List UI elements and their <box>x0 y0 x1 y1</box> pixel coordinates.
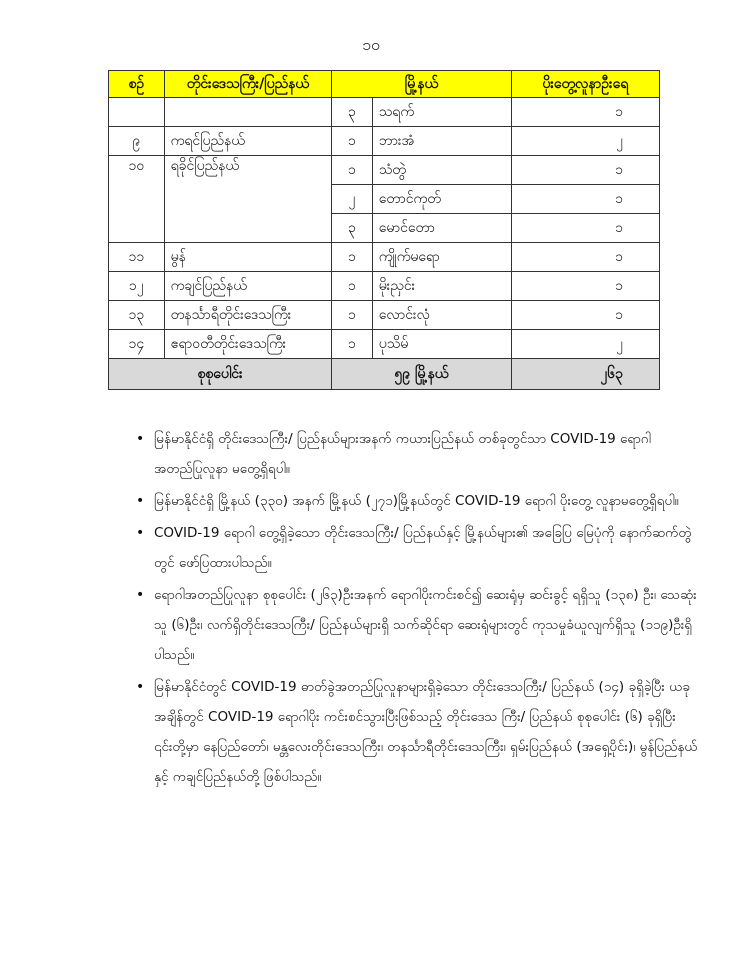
cell-no: ၁၀ <box>109 156 165 243</box>
bullet-icon: • <box>136 587 145 603</box>
cell-township: သရက် <box>372 98 511 127</box>
note-item <box>138 518 698 578</box>
cell-count: ၁ <box>511 156 659 185</box>
note-text: ရောဂါအတည်ပြုလူနာ စုစုပေါင်း (၂၆၃)ဦးအနက် ရောဂါပိုးကင်းစင်၍ ဆေးရုံမှ ဆင်းခွင့် ရရှိသူ (၁၃၈) ဦး၊ သေဆုံးသူ (၆)ဦး၊ လက်ရှိတိုင်းဒေသကြီး/ ပြည်နယ်များရှိ သက်ဆိုင်ရာ ဆေးရုံများတွင် ကုသမှုခံယူလျက်ရှိသူ (၁၁၉)ဦးရှိပါသည်။ <box>154 587 697 663</box>
cell-region: ကချင်ပြည်နယ် <box>164 272 332 301</box>
total-label: စုစုပေါင်း <box>109 359 332 390</box>
table-row <box>109 98 660 127</box>
cell-count: ၁ <box>511 301 659 330</box>
cell-count: ၁ <box>511 185 659 214</box>
note-item <box>138 486 698 516</box>
total-townships: ၅၉ မြို့နယ် <box>332 359 511 390</box>
cell-township: ကျိုက်မရော <box>372 243 511 272</box>
table-total-row <box>109 359 660 390</box>
cell-township: ဘားအံ <box>372 127 511 156</box>
cell-region: ရခိုင်ပြည်နယ် <box>164 156 332 243</box>
cell-township-no: ၂ <box>332 185 373 214</box>
cell-no: ၁၂ <box>109 272 165 301</box>
page-number: ၁၀ <box>362 35 380 54</box>
cell-count: ၂ <box>511 127 659 156</box>
table-body <box>109 98 660 359</box>
cell-township-no: ၁ <box>332 301 373 330</box>
cell-region: မွန် <box>164 243 332 272</box>
cell-region: တနင်္သာရီတိုင်းဒေသကြီး <box>164 301 332 330</box>
table-header-row <box>109 71 660 98</box>
header-count: ပိုးတွေ့လူနာဦးရေ <box>511 71 659 98</box>
cell-township: မောင်တော <box>372 214 511 243</box>
table-row <box>109 127 660 156</box>
bullet-icon: • <box>136 525 145 541</box>
cell-township-no: ၁ <box>332 243 373 272</box>
header-region: တိုင်းဒေသကြီး/ပြည်နယ် <box>164 71 332 98</box>
cell-township-no: ၁ <box>332 127 373 156</box>
note-item <box>138 672 698 792</box>
cell-region <box>164 98 332 127</box>
cell-no <box>109 98 165 127</box>
cell-region: ကရင်ပြည်နယ် <box>164 127 332 156</box>
cell-township-no: ၁ <box>332 156 373 185</box>
table-row <box>109 330 660 359</box>
cell-township-no: ၃ <box>332 214 373 243</box>
cell-township-no: ၃ <box>332 98 373 127</box>
cell-township: လောင်းလုံ <box>372 301 511 330</box>
note-text: မြန်မာနိုင်ငံရှိ မြို့နယ် (၃၃၀) အနက် မြို့နယ် (၂၇၁)မြို့နယ်တွင် COVID-19 ရောဂါ ပိုးတွေ့ လူနာမတွေ့ရှိရပါ။ <box>154 493 679 509</box>
note-item <box>138 580 698 670</box>
cell-count: ၁ <box>511 98 659 127</box>
total-count: ၂၆၃ <box>511 359 659 390</box>
header-township: မြို့နယ် <box>332 71 511 98</box>
table-row <box>109 272 660 301</box>
cell-township: တောင်ကုတ် <box>372 185 511 214</box>
cell-township: သံတွဲ <box>372 156 511 185</box>
note-item <box>138 424 698 484</box>
cell-no: ၁၄ <box>109 330 165 359</box>
cell-no: ၁၁ <box>109 243 165 272</box>
cell-no: ၁၃ <box>109 301 165 330</box>
note-text: မြန်မာနိုင်ငံတွင် COVID-19 ဓာတ်ခွဲအတည်ပြုလူနာများရှိခဲ့သော တိုင်းဒေသကြီး/ ပြည်နယ် (၁၄) ခုရှိခဲ့ပြီး ယခုအချိန်တွင် COVID-19 ရောဂါပိုး ကင်းစင်သွားပြီးဖြစ်သည့် တိုင်းဒေသ ကြီး/ ပြည်နယ် စုစုပေါင်း (၆) ခုရှိပြီး ၎င်းတို့မှာ နေပြည်တော်၊ မန္တလေးတိုင်းဒေသကြီး၊ တနင်္သာရီတိုင်းဒေသကြီး၊ ရှမ်းပြည်နယ် (အရှေ့ပိုင်း)၊ မွန်ပြည်နယ်နှင့် ကချင်ပြည်နယ်တို့ ဖြစ်ပါသည်။ <box>154 679 698 785</box>
cell-count: ၁ <box>511 243 659 272</box>
township-cases-table <box>108 70 660 390</box>
bullet-icon: • <box>136 431 145 447</box>
cell-township: မိုးညှင်း <box>372 272 511 301</box>
cell-township: ပုသိမ် <box>372 330 511 359</box>
cell-count: ၂ <box>511 330 659 359</box>
table-row <box>109 301 660 330</box>
cell-count: ၁ <box>511 214 659 243</box>
cell-region: ဧရာဝတီတိုင်းဒေသကြီး <box>164 330 332 359</box>
cell-township-no: ၁ <box>332 272 373 301</box>
note-text: COVID-19 ရောဂါ တွေ့ရှိခဲ့သော တိုင်းဒေသကြီး/ ပြည်နယ်နှင့် မြို့နယ်များ၏ အခြေပြ မြေပုံကို နောက်ဆက်တွဲတွင် ဖော်ပြထားပါသည်။ <box>154 525 692 571</box>
header-no: စဉ် <box>109 71 165 98</box>
note-text: မြန်မာနိုင်ငံရှိ တိုင်းဒေသကြီး/ ပြည်နယ်များအနက် ကယားပြည်နယ် တစ်ခုတွင်သာ COVID-19 ရောဂါ အတည်ပြုလူနာ မတွေ့ရှိရပါ။ <box>154 431 651 477</box>
table-row <box>109 156 660 185</box>
cell-no: ၉ <box>109 127 165 156</box>
cell-township-no: ၁ <box>332 330 373 359</box>
table-row <box>109 243 660 272</box>
notes-list <box>138 424 698 794</box>
bullet-icon: • <box>136 679 145 695</box>
cell-count: ၁ <box>511 272 659 301</box>
bullet-icon: • <box>136 493 145 509</box>
